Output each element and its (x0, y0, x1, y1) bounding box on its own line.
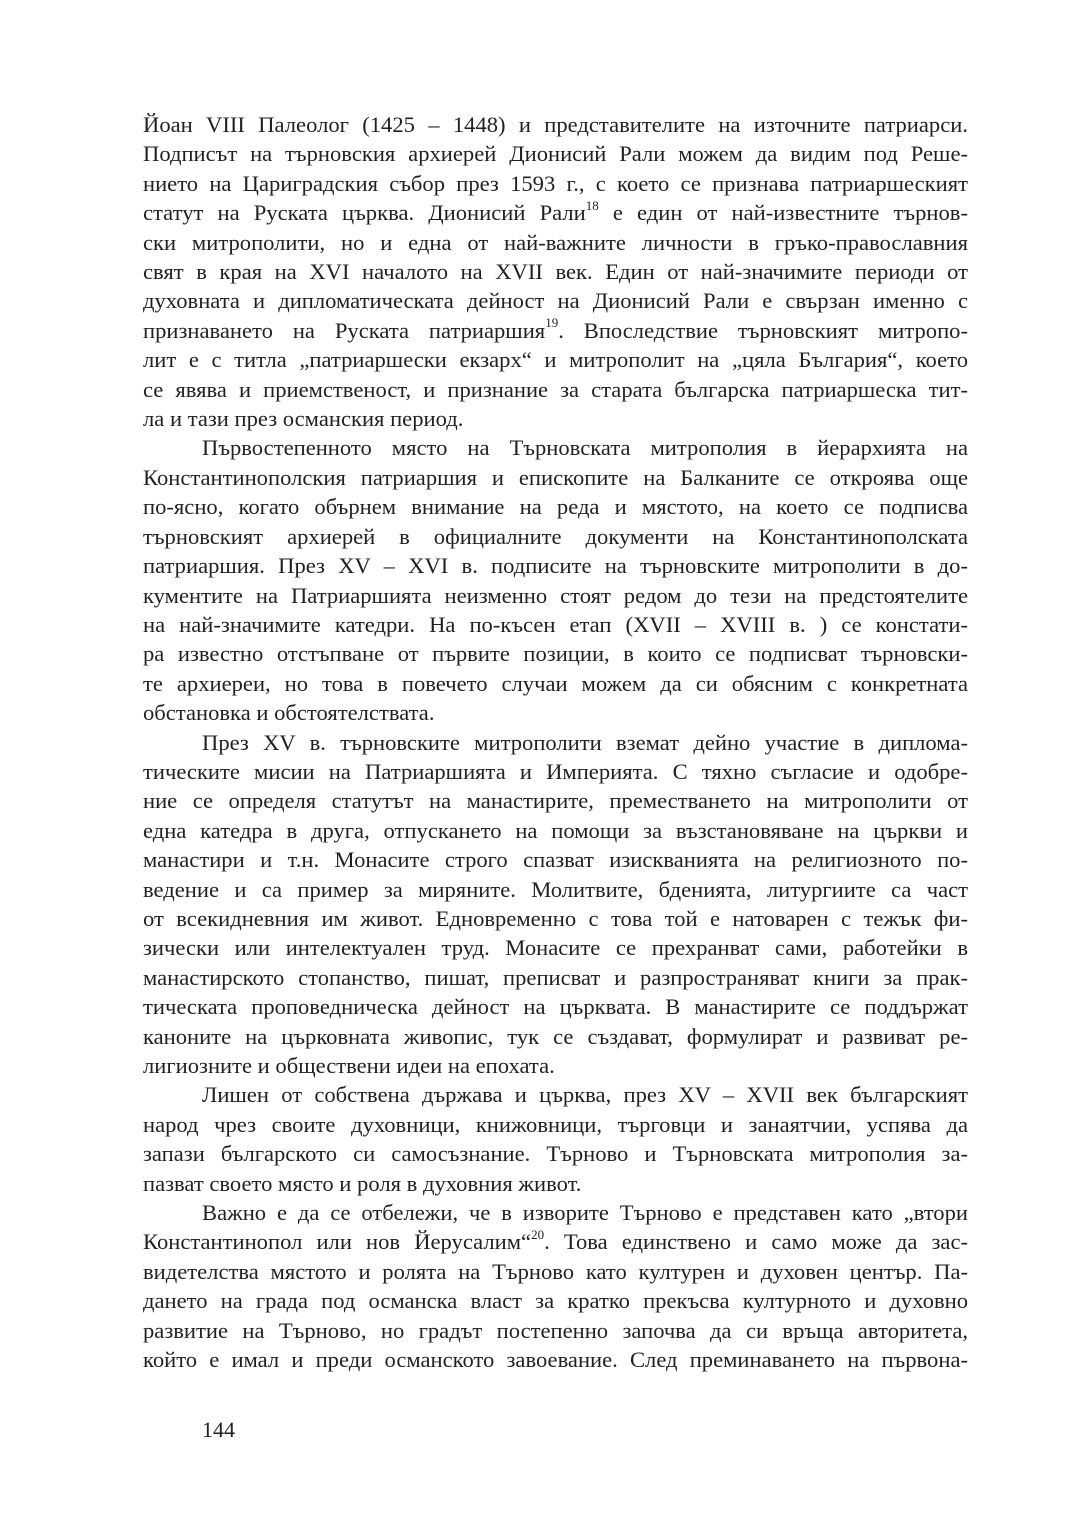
text-fragment: признаването на Руската патриаршия (143, 317, 546, 343)
text-line: лит е с титла „патриаршески екзарх“ и митрополит на „цяла България“, което (143, 347, 968, 373)
text-fragment: е един от най-известните търнов- (598, 200, 968, 226)
text-line: Подписът на търновския архиерей Дионисий Рали можем да видим под Реше- (143, 141, 968, 167)
text-line: тическата проповедническа дейност на църквата. В манастирите се поддържат (143, 994, 968, 1020)
text-line: видетелства мястото и ролята на Търново като културен и духовен център. Па- (143, 1258, 968, 1284)
paragraph-5 (143, 1198, 968, 1374)
text-line: на най-значимите катедри. На по-късен етап (XVII – XVIII в. ) се констати- (143, 611, 968, 637)
body-text (143, 110, 968, 1374)
paragraph-2 (143, 433, 968, 727)
text-line: те архиереи, но това в повечето случаи можем да си обясним с конкретната (143, 670, 968, 696)
text-line: Първостепенното място на Търновската митрополия в йерархията на (202, 435, 968, 461)
paragraph-3 (143, 728, 968, 1081)
text-line: народ чрез своите духовници, книжовници, търговци и занаятчии, успява да (143, 1111, 968, 1137)
text-line: от всекидневния им живот. Едновременно с това той е натоварен с тежък фи- (143, 905, 968, 931)
text-line: обстановка и обстоятелствата. (143, 700, 435, 726)
text-line: ла и тази през османския период. (143, 406, 464, 432)
text-line-with-footnote (143, 316, 968, 345)
text-line: който е имал и преди османското завоевание. След преминаването на първона- (143, 1347, 968, 1373)
text-line: ведение и са пример за миряните. Молитвите, бденията, литургиите са част (143, 876, 968, 902)
text-line: тическите мисии на Патриаршията и Империята. С тяхно съгласие и одобре- (143, 758, 968, 784)
text-line: Йоан VIII Палеолог (1425 – 1448) и представителите на източните патриарси. (143, 112, 968, 137)
paragraph-4 (143, 1080, 968, 1198)
text-line: манастири и т.н. Монасите строго спазват изискванията на религиозното по- (143, 847, 968, 873)
text-line: нието на Цариградския събор през 1593 г., с което се признава патриаршеският (143, 170, 968, 196)
text-line: духовната и дипломатическата дейност на Дионисий Рали е свързан именно с (143, 288, 968, 314)
text-line: ски митрополити, но и една от най-важните личности в гръко-православния (143, 229, 968, 255)
text-line: една катедра в друга, отпускането на помощи за възстановяване на църкви и (143, 817, 968, 843)
text-fragment: . Впоследствие търновският митропо- (558, 317, 968, 343)
text-line: През XV в. търновските митрополити вземат дейно участие в диплома- (202, 729, 968, 755)
text-line: ние се определя статутът на манастирите, преместването на митрополити от (143, 788, 968, 814)
text-line: развитие на Търново, но градът постепенно започва да си връща авторитета, (143, 1317, 968, 1343)
text-line: се явява и приемственост, и признание за старата българска патриаршеска тит- (143, 376, 968, 402)
text-line-with-footnote (143, 198, 968, 227)
text-line: лигиозните и обществени идеи на епохата. (143, 1053, 555, 1078)
text-fragment: статут на Руската църква. Дионисий Рали (143, 200, 586, 226)
text-line: по-ясно, когато обърнем внимание на реда и мястото, на което се подписва (143, 494, 968, 520)
text-fragment: Константинопол или нов Йерусалим“ (143, 1229, 532, 1255)
footnote-ref-20: 20 (531, 1226, 545, 1242)
text-line: свят в края на XVI началото на XVII век. Един от най-значимите периоди от (143, 259, 968, 285)
paragraph-1 (143, 110, 968, 433)
text-line: кументите на Патриаршията неизменно стоят редом до тези на предстоятелите (143, 582, 968, 608)
text-line: зически или интелектуален труд. Монасите се прехранват сами, работейки в (143, 935, 968, 961)
text-line: Константинополския патриаршия и епископите на Балканите се откроява още (143, 464, 968, 490)
text-line: патриаршия. През XV – XVI в. подписите на търновските митрополити в до- (143, 553, 968, 579)
text-line: манастирското стопанство, пишат, преписват и разпространяват книги за прак- (143, 964, 968, 990)
page-number: 144 (202, 1417, 235, 1442)
text-line: дането на града под османска власт за кратко прекъсва културното и духовно (143, 1288, 968, 1314)
text-line: пазват своето място и роля в духовния живот. (143, 1170, 582, 1196)
footnote-ref-19: 19 (545, 315, 559, 331)
text-line: Лишен от собствена държава и църква, през XV – XVII век българският (202, 1082, 968, 1108)
text-fragment: . Това единствено и само може да зас- (544, 1229, 969, 1255)
text-line-with-footnote (143, 1227, 968, 1256)
text-line: запази българското си самосъзнание. Търново и Търновската митрополия за- (143, 1141, 968, 1167)
text-line: Важно е да се отбележи, че в изворите Търново е представен като „втори (202, 1200, 968, 1226)
text-line: ра известно отстъпване от първите позиции, в които се подписват търновски- (143, 641, 968, 667)
text-line: търновският архиерей в официалните документи на Константинополската (143, 523, 968, 549)
text-line: каноните на църковната живопис, тук се създават, формулират и развиват ре- (143, 1023, 968, 1049)
footnote-ref-18: 18 (585, 197, 599, 213)
